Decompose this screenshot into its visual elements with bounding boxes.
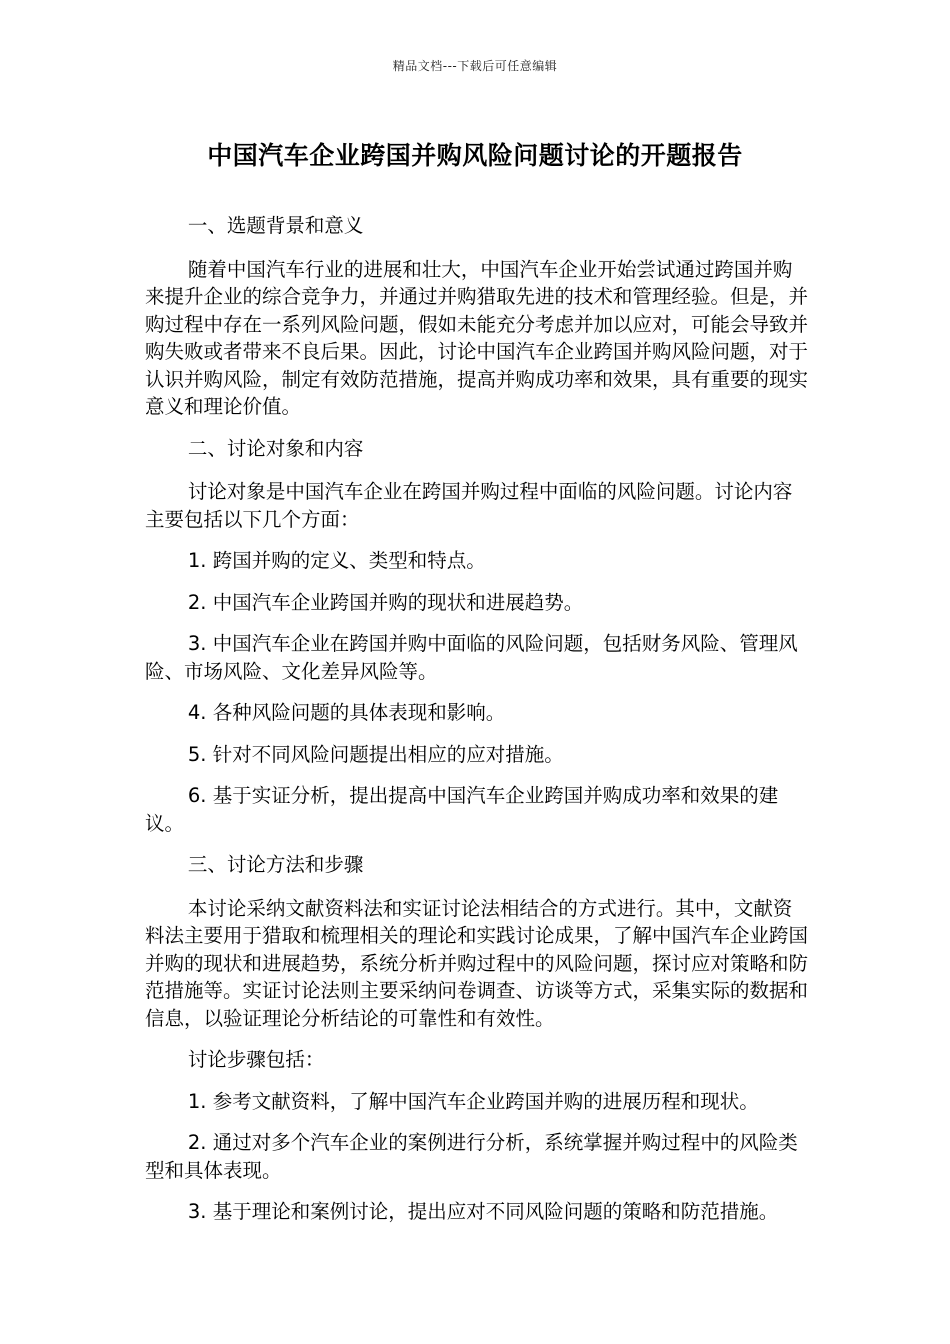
list-item: 3. 基于理论和案例讨论，提出应对不同风险问题的策略和防范措施。 xyxy=(187,1200,779,1223)
section-heading-research-object: 二、讨论对象和内容 xyxy=(187,436,364,460)
paragraph-methods: 本讨论采纳文献资料法和实证讨论法相结合的方式进行。其中，文献资料法主要用于猎取和梳理相关的理论和实践讨论成果，了解中国汽车企业跨国并购的现状和进展趋势，系统分析并购过程中的风险问题，探讨应对策略和防范措施等。实证讨论法则主要采纳问卷调查、访谈等方式，采集实际的数据和信息，以验证理论分析结论的可靠性和有效性。 xyxy=(145,896,809,1030)
list-item: 2. 通过对多个汽车企业的案例进行分析，系统掌握并购过程中的风险类型和具体表现。 xyxy=(145,1131,798,1182)
section-heading-methods: 三、讨论方法和步骤 xyxy=(187,853,364,876)
list-item: 1. 跨国并购的定义、类型和特点。 xyxy=(187,549,486,572)
paragraph-steps-intro: 讨论步骤包括： xyxy=(187,1048,325,1071)
list-item: 1. 参考文献资料，了解中国汽车企业跨国并购的进展历程和现状。 xyxy=(187,1089,759,1113)
document-body xyxy=(145,212,810,1240)
document-title: 中国汽车企业跨国并购风险问题讨论的开题报告 xyxy=(207,141,743,170)
header-note: 精品文档---下载后可任意编辑 xyxy=(392,59,558,73)
list-item: 4. 各种风险问题的具体表现和影响。 xyxy=(187,701,506,724)
list-item: 5. 针对不同风险问题提出相应的应对措施。 xyxy=(187,742,564,766)
section-heading-background: 一、选题背景和意义 xyxy=(187,214,364,237)
list-item: 3. 中国汽车企业在跨国并购中面临的风险问题，包括财务风险、管理风险、市场风险、文化差异风险等。 xyxy=(145,632,798,683)
list-item: 6. 基于实证分析，提出提高中国汽车企业跨国并购成功率和效果的建议。 xyxy=(145,784,779,835)
paragraph-background: 随着中国汽车行业的进展和壮大，中国汽车企业开始尝试通过跨国并购来提升企业的综合竞争力，并通过并购猎取先进的技术和管理经验。但是，并购过程中存在一系列风险问题，假如未能充分考虑并加以应对，可能会导致并购失败或者带来不良后果。因此，讨论中国汽车企业跨国并购风险问题，对于认识并购风险，制定有效防范措施，提高并购成功率和效果，具有重要的现实意义和理论价值。 xyxy=(145,257,809,418)
paragraph-research-object: 讨论对象是中国汽车企业在跨国并购过程中面临的风险问题。讨论内容主要包括以下几个方面： xyxy=(145,480,793,531)
list-item: 2. 中国汽车企业跨国并购的现状和进展趋势。 xyxy=(187,590,584,614)
